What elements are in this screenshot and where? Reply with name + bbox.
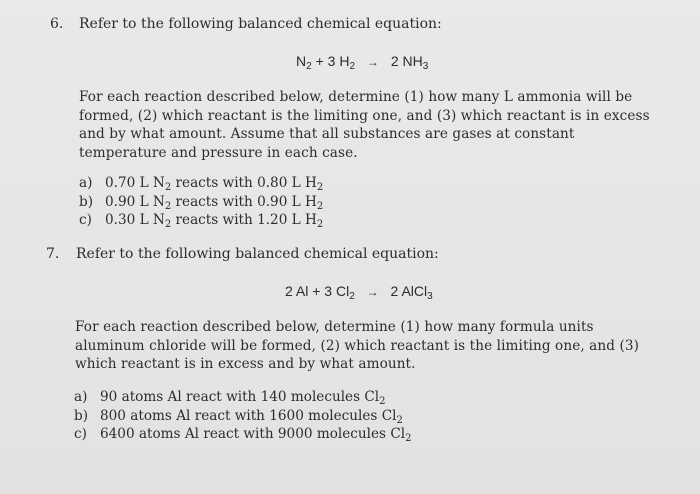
question-6-number: 6. — [50, 16, 64, 32]
q7-part-c: c) 6400 atoms Al react with 9000 molecules $Cl_2$ — [74, 426, 412, 444]
q6-desc-line: formed, (2) which reactant is the limiting one, and (3) which reactant is in excess — [79, 107, 650, 124]
question-7-intro: Refer to the following balanced chemical equation: — [76, 246, 439, 262]
eq7-products: 2 AlCl$_3$ — [390, 283, 433, 302]
q6-part-c: c) 0.30 L $N_2$ reacts with 1.20 L $H_2$ — [79, 212, 324, 230]
q7-desc-line: which reactant is in excess and by what amount. — [75, 356, 416, 372]
question-7-description — [75, 318, 639, 374]
eq6-arrow-icon: → — [366, 55, 379, 69]
q6-part-b: b) 0.90 L $N_2$ reacts with 0.90 L $H_2$ — [79, 193, 324, 212]
eq7-arrow-icon: → — [366, 285, 379, 299]
q6-desc-line: and by what amount. Assume that all substances are gases at constant — [79, 126, 575, 142]
question-6-equation — [296, 53, 429, 72]
q7-part-b: b) 800 atoms Al react with 1600 molecules $Cl_2$ — [74, 407, 403, 426]
q6-part-a: a) 0.70 L $N_2$ reacts with 0.80 L $H_2$ — [79, 175, 324, 193]
q7-desc-line: For each reaction described below, determine (1) how many formula units — [75, 319, 594, 335]
q6-desc-line: temperature and pressure in each case. — [79, 144, 358, 161]
question-6-description — [79, 88, 650, 162]
eq6-h2: 3 $H_2$ — [327, 53, 356, 72]
eq6-nh3: 2 $NH_3$ — [390, 53, 429, 72]
q6-desc-line: For each reaction described below, determine (1) how many L ammonia will be — [79, 89, 633, 105]
eq7-reactants: 2 Al + 3 $Cl_2$ — [285, 283, 355, 302]
q7-desc-line: aluminum chloride will be formed, (2) which reactant is the limiting one, and (3) — [75, 337, 640, 354]
question-7-equation — [285, 283, 433, 302]
question-6-parts — [79, 174, 323, 230]
question-7-parts — [74, 388, 411, 444]
q7-part-a: a) 90 atoms Al react with 140 molecules $Cl_2$ — [74, 389, 386, 407]
eq6-plus: + — [315, 53, 324, 69]
eq6-n2: $N_2$ — [296, 53, 312, 72]
question-6-intro: Refer to the following balanced chemical equation: — [79, 16, 442, 32]
question-7-number: 7. — [46, 246, 60, 262]
